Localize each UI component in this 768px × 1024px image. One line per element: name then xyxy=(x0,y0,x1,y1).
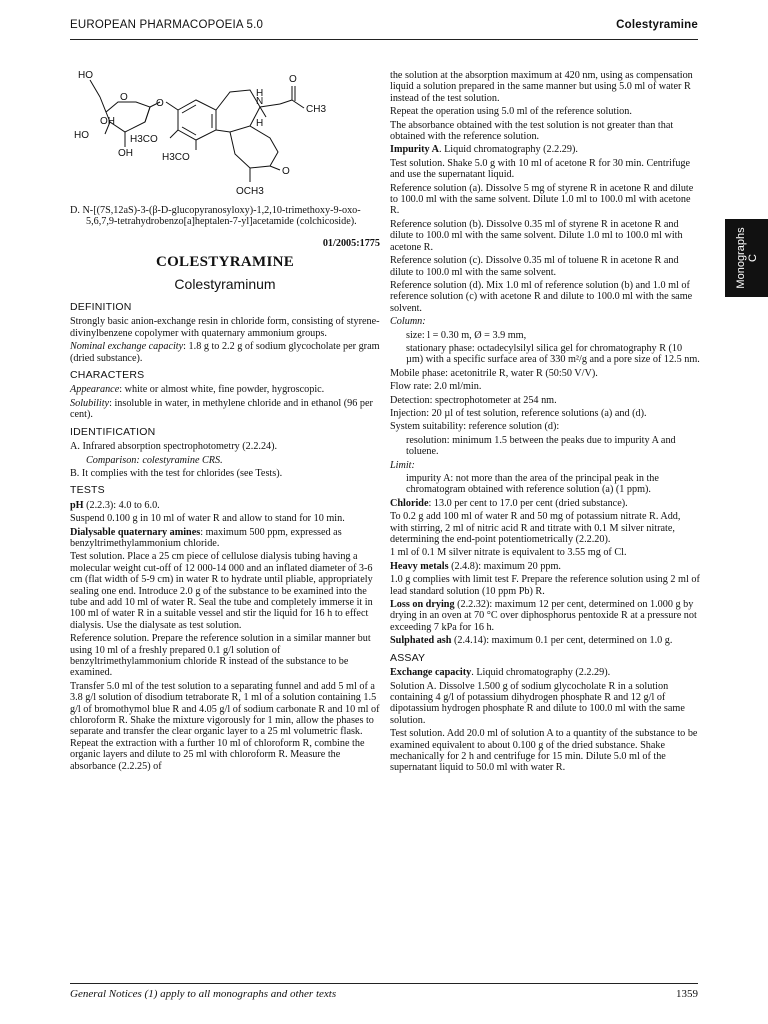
ph-procedure: Suspend 0.100 g in 10 ml of water R and allow to stand for 10 min. xyxy=(70,513,345,525)
appearance-term: Appearance xyxy=(70,384,120,396)
column-label: Column: xyxy=(390,316,426,328)
heavy-metals-procedure: 1.0 g complies with limit test F. Prepare the reference solution using 2 ml of lead standard solution (10 ppm Pb) R. xyxy=(390,574,700,597)
exchange-capacity-term: Exchange capacity xyxy=(390,667,472,679)
label-h3co2: H3CO xyxy=(162,152,190,163)
header-left: EUROPEAN PHARMACOPOEIA 5.0 xyxy=(70,19,264,31)
page-number: 1359 xyxy=(676,988,698,1000)
lod-value: (2.2.32): maximum 12 per cent, determined on 1.000 g by drying in an oven at 70 °C over diphosphorus pentoxide R at a pressure not exceeding 7 kPa for 16 h. xyxy=(390,599,697,633)
lod-term: Loss on drying xyxy=(390,599,455,611)
reference-solution-d: Reference solution (d). Mix 1.0 ml of reference solution (b) and 1.0 ml of reference solution (c) with acetone R and dilute to 100.0 ml with the same solvent. xyxy=(390,279,693,314)
mobile-phase: Mobile phase: acetonitrile R, water R (50:50 V/V). xyxy=(390,367,598,379)
flow-rate: Flow rate: 2.0 ml/min. xyxy=(390,381,482,393)
impurity-d: D. N-[(7S,12aS)-3-(β-D-glucopyranosyloxy)-1,2,10-trimethoxy-9-oxo-5,6,7,9-tetrahydrobenzo[a]heptalen-7-yl]acetamide (colchicoside). xyxy=(70,205,361,228)
injection: Injection: 20 µl of test solution, reference solutions (a) and (d). xyxy=(390,407,647,419)
impurity-a-method: . Liquid chromatography (2.2.29). xyxy=(438,144,578,156)
definition-text: Strongly basic anion-exchange resin in chloride form, consisting of styrene-divinylbenzene copolymer with quaternary ammonium groups. xyxy=(70,316,380,339)
assay-test-solution: Test solution. Add 20.0 ml of solution A to a quantity of the substance to be examined equivalent to about 0.100 g of the dried substance. Shake mechanically for 2 h and centrifuge for 15 min. Dilute 5.0 ml of the supernatant liquid to 50.0 ml with water R. xyxy=(390,728,698,774)
column-size: size: l = 0.30 m, Ø = 3.9 mm, xyxy=(406,329,527,341)
ph-test xyxy=(70,500,380,511)
reference-solution-c: Reference solution (c). Dissolve 0.35 ml of toluene R in acetone R and dilute to 100.0 ml with the same solvent. xyxy=(390,255,679,278)
label-ho2: HO xyxy=(74,130,89,141)
right-column xyxy=(390,70,700,776)
header-right: Colestyramine xyxy=(616,19,698,31)
dialysable-test-solution: Test solution. Place a 25 cm piece of cellulose dialysis tubing having a molecular weight cut-off of 12 000-14 000 and an inflated diameter of 3-6 cm (flat width of 5-9 cm) in water R to hydrate until pliable, appropriately sealing one end. Introduce 2.0 g of the substance to be examined into the tube and add 10 ml of water R. Seal the tube and completely immerse it in 100 ml of water R in a suitable vessel and stir the liquid for 16 h to effect dialysis. Use the dialysate as test solution. xyxy=(70,551,373,631)
dialysable-test xyxy=(70,527,380,550)
running-footer xyxy=(70,983,698,1000)
heavy-metals-test xyxy=(390,561,700,572)
dialysable-transfer: Transfer 5.0 ml of the test solution to a separating funnel and add 5 ml of a 3.8 g/l solution of disodium tetraborate R, 1 ml of a solution containing 1.5 g/l of bromothymol blue R and 4.05 g/l of sodium carbonate R and 10 ml of chloroform R. Shake the mixture vigorously for 1 min, allow the phases to separate and transfer the clear organic layer to a 25 ml volumetric flask. Repeat the extraction with a further 10 ml of chloroform R, combine the organic layers and dilute to 25 ml with chloroform R. Measure the absorbance (2.2.25) of xyxy=(70,680,380,772)
ash-value: (2.4.14): maximum 0.1 per cent, determined on 1.0 g. xyxy=(451,635,673,647)
label-h3co1: H3CO xyxy=(130,134,158,145)
system-suitability: System suitability: reference solution (d): xyxy=(390,421,560,433)
impurity-limit: impurity A: not more than the area of the principal peak in the chromatogram obtained with reference solution (a) (1 ppm). xyxy=(406,473,659,496)
left-column xyxy=(70,205,380,774)
ident-a: A. Infrared absorption spectrophotometry (2.2.24). xyxy=(70,441,278,453)
label-oh1: OH xyxy=(100,116,115,127)
exchange-capacity-method: . Liquid chromatography (2.2.29). xyxy=(471,667,611,679)
chloride-value: : 13.0 per cent to 17.0 per cent (dried substance). xyxy=(428,497,628,509)
label-h2: H xyxy=(256,118,264,129)
monographs-side-tab xyxy=(725,219,768,297)
ph-term: pH xyxy=(70,499,84,511)
resolution: resolution: minimum 1.5 between the peaks due to impurity A and toluene. xyxy=(406,434,676,458)
ident-b: B. It complies with the test for chlorides (see Tests). xyxy=(70,467,283,479)
dialysable-reference-solution: Reference solution. Prepare the reference solution in a similar manner but using 10 ml of a freshly prepared 0.1 g/l solution of benzyltrimethylammonium chloride R instead of the substance to be examined. xyxy=(70,633,371,679)
label-och3: OCH3 xyxy=(236,186,264,197)
side-tab-line1: Monographs xyxy=(734,227,747,289)
heavy-metals-term: Heavy metals xyxy=(390,560,449,572)
label-o1: O xyxy=(120,92,128,103)
exchange-capacity xyxy=(390,667,700,678)
cont-3: The absorbance obtained with the test solution is not greater than that obtained with the reference solution. xyxy=(390,119,674,143)
impurity-a-term: Impurity A xyxy=(390,144,439,156)
running-header xyxy=(70,15,698,40)
heading-identification: IDENTIFICATION xyxy=(70,425,156,438)
colchicoside-structure xyxy=(70,62,370,202)
label-ch3: CH3 xyxy=(306,104,327,115)
heading-tests: TESTS xyxy=(70,484,105,497)
cont-1: the solution at the absorption maximum at 420 nm, using as compensation liquid a solution prepared in the same manner but using 5.0 ml of water R instead of the test solution. xyxy=(390,70,693,104)
dialysable-term: Dialysable quaternary amines xyxy=(70,526,201,538)
heavy-metals-value: (2.4.8): maximum 20 ppm. xyxy=(448,560,561,572)
heading-definition: DEFINITION xyxy=(70,301,132,314)
ident-a-comparison: Comparison: colestyramine CRS. xyxy=(86,454,223,466)
sulphated-ash xyxy=(390,635,700,646)
appearance-value: : white or almost white, fine powder, hygroscopic. xyxy=(119,384,325,396)
footer-notice: General Notices (1) apply to all monographs and other texts xyxy=(70,988,337,1000)
monograph-title: COLESTYRAMINE xyxy=(155,254,295,271)
cont-2: Repeat the operation using 5.0 ml of the reference solution. xyxy=(390,106,632,118)
definition-capacity-term: Nominal exchange capacity xyxy=(70,341,184,353)
heading-assay: ASSAY xyxy=(390,651,426,664)
dialysable-value: : maximum 500 ppm, expressed as benzyltrimethylammonium chloride. xyxy=(70,526,342,549)
label-o2: O xyxy=(156,98,164,109)
heading-characters: CHARACTERS xyxy=(70,369,145,382)
side-tab-label xyxy=(735,227,759,288)
chloride-procedure: To 0.2 g add 100 ml of water R and 50 mg of potassium nitrate R. Add, with stirring, 2 ml of nitric acid R and titrate with 0.1 M silver nitrate, determining the end-point potentiometrically (2.2.20). xyxy=(390,511,681,546)
label-o3: O xyxy=(289,74,297,85)
chloride-equivalence: 1 ml of 0.1 M silver nitrate is equivalent to 3.55 mg of Cl. xyxy=(390,547,627,559)
ph-value: (2.2.3): 4.0 to 6.0. xyxy=(83,499,160,511)
solubility xyxy=(70,398,380,421)
assay-solution-a: Solution A. Dissolve 1.500 g of sodium glycocholate R in a solution containing 4 g/l of potassium dihydrogen phosphate R and 12 g/l of dipotassium hydrogen phosphate R and dilute to 100.0 ml with the same solution. xyxy=(390,680,685,726)
side-tab-line2: C xyxy=(746,254,759,262)
stationary-phase: stationary phase: octadecylsilyl silica gel for chromatography R (10 µm) with a specific surface area of 330 m²/g and a pore size of 12.5 nm. xyxy=(406,342,700,366)
reference-solution-b: Reference solution (b). Dissolve 0.35 ml of styrene R in acetone R and dilute to 100.0 ml with the same solvent. Dilute 1.0 ml to 100.0 ml with acetone R. xyxy=(390,218,683,253)
detection: Detection: spectrophotometer at 254 nm. xyxy=(390,394,557,406)
label-o4: O xyxy=(282,166,290,177)
monograph-ref: 01/2005:1775 xyxy=(322,237,380,249)
chloride-test xyxy=(390,498,700,509)
label-h1: H xyxy=(256,88,264,99)
loss-on-drying xyxy=(390,599,700,633)
label-ho1: HO xyxy=(78,70,93,81)
definition-capacity xyxy=(70,341,380,364)
label-oh2: OH xyxy=(118,148,133,159)
definition-capacity-value: : 1.8 g to 2.2 g of sodium glycocholate per gram (dried substance). xyxy=(70,341,380,364)
impurity-a-test xyxy=(390,144,700,155)
solubility-term: Solubility xyxy=(70,397,110,409)
monograph-latin-title: Colestyraminum xyxy=(174,275,276,292)
appearance xyxy=(70,384,380,395)
solubility-value: : insoluble in water, in methylene chloride and in ethanol (96 per cent). xyxy=(70,397,373,421)
ash-term: Sulphated ash xyxy=(390,635,452,647)
label-n: N xyxy=(256,96,264,107)
reference-solution-a: Reference solution (a). Dissolve 5 mg of styrene R in acetone R and dilute to 100.0 ml with the same solvent. Dilute 1.0 ml to 100.0 ml with acetone R. xyxy=(390,182,694,217)
impurity-a-test-solution: Test solution. Shake 5.0 g with 10 ml of acetone R for 30 min. Centrifuge and use the supernatant liquid. xyxy=(390,157,691,181)
chloride-term: Chloride xyxy=(390,497,429,509)
limit-label: Limit: xyxy=(390,459,415,471)
